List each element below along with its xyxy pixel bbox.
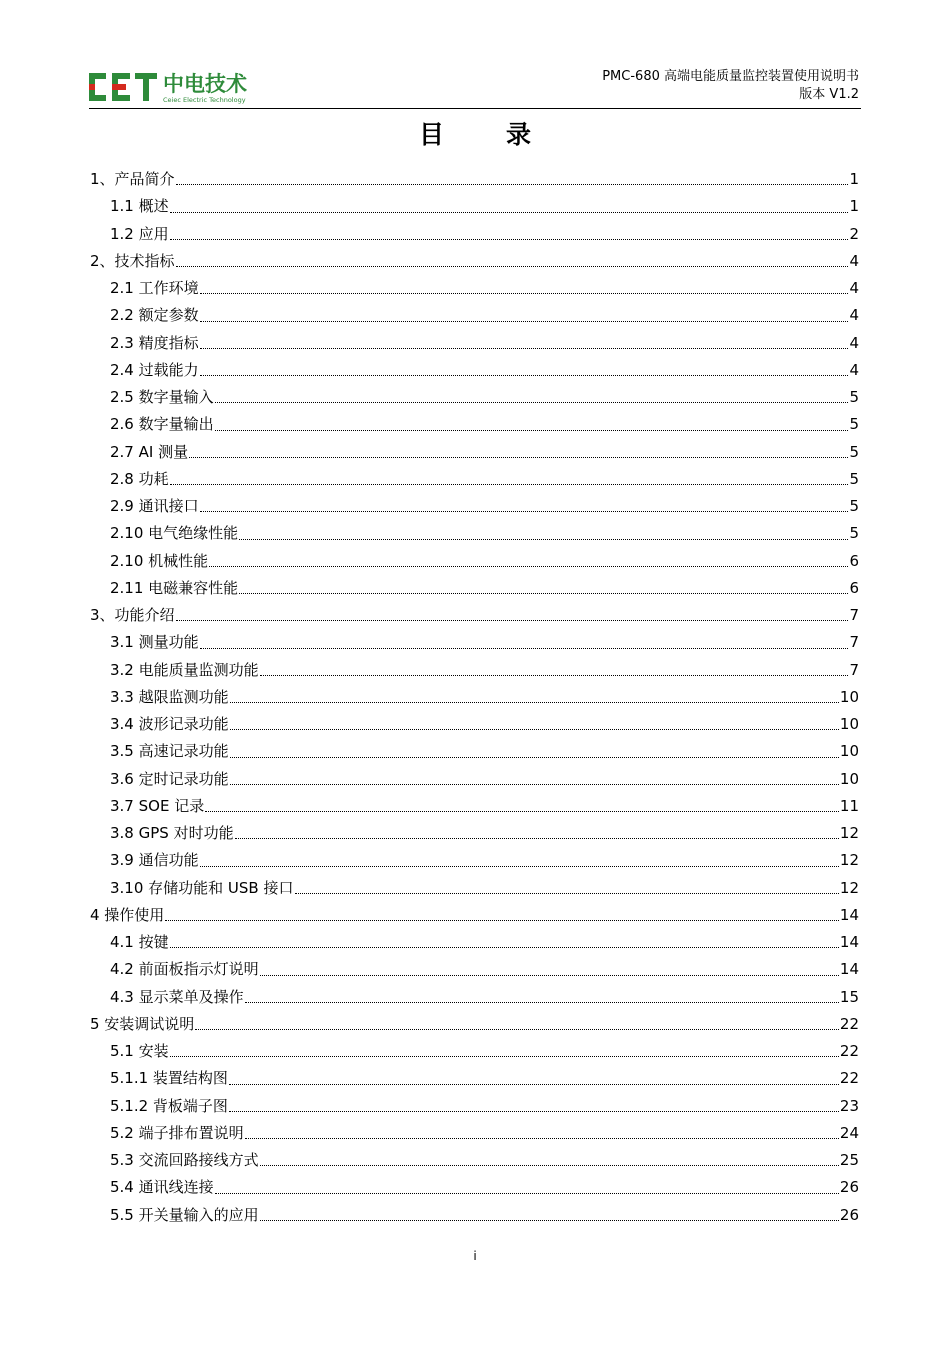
toc-entry-page: 26 (839, 1205, 859, 1224)
page-number: i (473, 1249, 477, 1263)
toc-entry-page: 25 (839, 1151, 859, 1169)
toc-entry-label: 1.1 概述 (110, 197, 169, 216)
toc-entry[interactable] (90, 602, 859, 629)
toc-dot-leader (295, 892, 839, 894)
toc-dot-leader (260, 974, 839, 976)
toc-entry[interactable] (90, 929, 859, 956)
toc-entry-page: 22 (839, 1014, 859, 1033)
toc-entry[interactable] (90, 384, 859, 411)
toc-entry-page: 4 (849, 306, 859, 325)
toc-entry-label: 5 安装调试说明 (90, 1014, 195, 1033)
toc-dot-leader (230, 701, 839, 703)
toc-entry-page: 12 (839, 851, 859, 870)
toc-dot-leader (170, 238, 849, 240)
toc-entry-label: 2.8 功耗 (110, 469, 169, 488)
toc-entry-page: 24 (839, 1123, 859, 1142)
toc-entry-label: 3.1 测量功能 (110, 633, 199, 652)
toc-entry[interactable] (90, 984, 859, 1011)
toc-dot-leader (176, 619, 849, 621)
toc-entry-label: 4.1 按键 (110, 933, 169, 951)
toc-entry-label: 2.3 精度指标 (110, 333, 199, 352)
toc-entry-page: 4 (849, 279, 859, 297)
toc-entry-label: 4.2 前面板指示灯说明 (110, 960, 259, 979)
toc-entry-page: 11 (839, 796, 859, 815)
toc-entry-label: 2.9 通讯接口 (110, 497, 199, 515)
toc-entry-page: 10 (839, 715, 859, 733)
toc-entry-page: 5 (849, 415, 859, 434)
toc-entry[interactable] (90, 248, 859, 275)
toc-entry[interactable] (90, 193, 859, 220)
toc-entry[interactable] (90, 575, 859, 602)
toc-entry-page: 5 (849, 442, 859, 461)
toc-entry-label: 3.7 SOE 记录 (110, 796, 205, 815)
toc-entry[interactable] (90, 1120, 859, 1147)
toc-entry-page: 1 (849, 170, 859, 188)
toc-dot-leader (165, 919, 839, 921)
toc-entry[interactable] (90, 766, 859, 793)
toc-entry-label: 3.5 高速记录功能 (110, 742, 229, 761)
toc-dot-leader (209, 565, 848, 567)
toc-entry-label: 2.10 电气绝缘性能 (110, 524, 239, 543)
toc-dot-leader (200, 320, 849, 322)
toc-entry-page: 22 (839, 1042, 859, 1060)
toc-entry-page: 4 (849, 360, 859, 379)
toc-dot-leader (235, 837, 839, 839)
toc-dot-leader (230, 756, 839, 758)
toc-entry-label: 3.9 通信功能 (110, 851, 199, 870)
toc-dot-leader (200, 347, 849, 349)
toc-dot-leader (200, 374, 849, 376)
toc-dot-leader (195, 1028, 839, 1030)
toc-entry-page: 10 (839, 769, 859, 788)
toc-dot-leader (229, 1110, 839, 1112)
toc-dot-leader (260, 1164, 839, 1166)
toc-entry-label: 4 操作使用 (90, 905, 165, 924)
toc-dot-leader (230, 728, 839, 730)
toc-entry-label: 3.10 存储功能和 USB 接口 (110, 878, 294, 897)
toc-entry[interactable] (90, 411, 859, 438)
table-of-contents (90, 166, 859, 1229)
toc-entry-label: 1、产品简介 (90, 170, 175, 188)
toc-entry-page: 12 (839, 878, 859, 897)
toc-entry-page: 14 (839, 933, 859, 951)
toc-dot-leader (229, 1083, 839, 1085)
toc-entry-label: 5.2 端子排布置说明 (110, 1123, 244, 1142)
toc-dot-leader (205, 810, 839, 812)
toc-entry-page: 10 (839, 687, 859, 706)
toc-entry-label: 4.3 显示菜单及操作 (110, 987, 244, 1006)
toc-dot-leader (215, 429, 849, 431)
toc-entry-label: 3.6 定时记录功能 (110, 769, 229, 788)
toc-dot-leader (189, 456, 848, 458)
toc-dot-leader (170, 1055, 839, 1057)
cet-logo-icon (89, 70, 159, 104)
toc-dot-leader (170, 483, 849, 485)
header-version: 版本 V1.2 (799, 87, 859, 102)
toc-entry-page: 7 (849, 633, 859, 652)
toc-dot-leader (170, 211, 849, 213)
toc-entry[interactable] (90, 629, 859, 656)
toc-dot-leader (245, 1001, 839, 1003)
toc-entry[interactable] (90, 439, 859, 466)
toc-entry[interactable] (90, 520, 859, 547)
toc-entry[interactable] (90, 875, 859, 902)
toc-entry-page: 4 (849, 333, 859, 352)
toc-entry-label: 3.4 波形记录功能 (110, 715, 229, 733)
toc-dot-leader (239, 592, 848, 594)
toc-entry-page: 7 (849, 606, 859, 624)
toc-dot-leader (200, 510, 849, 512)
toc-entry[interactable] (90, 793, 859, 820)
toc-entry[interactable] (90, 1011, 859, 1038)
toc-entry-page: 5 (849, 469, 859, 488)
toc-entry-label: 2.6 数字量输出 (110, 415, 214, 434)
toc-dot-leader (260, 674, 849, 676)
toc-entry-label: 2.2 额定参数 (110, 306, 199, 325)
toc-entry-label: 3.8 GPS 对时功能 (110, 824, 234, 842)
toc-dot-leader (170, 946, 839, 948)
toc-entry[interactable] (90, 820, 859, 847)
toc-entry-label: 2.5 数字量输入 (110, 388, 214, 406)
toc-entry-label: 3.3 越限监测功能 (110, 687, 229, 706)
toc-entry[interactable] (90, 221, 859, 248)
toc-entry-page: 5 (849, 524, 859, 543)
header-doc-title: PMC-680 高端电能质量监控装置使用说明书 (602, 69, 859, 84)
toc-dot-leader (239, 538, 848, 540)
toc-entry-label: 5.1 安装 (110, 1042, 169, 1060)
toc-entry-label: 5.1.2 背板端子图 (110, 1096, 228, 1115)
toc-dot-leader (200, 292, 849, 294)
toc-entry[interactable] (90, 493, 859, 520)
toc-entry[interactable] (90, 1174, 859, 1201)
toc-entry[interactable] (90, 302, 859, 329)
toc-entry[interactable] (90, 166, 859, 193)
toc-entry-label: 3、功能介绍 (90, 606, 175, 624)
toc-entry-page: 15 (839, 987, 859, 1006)
toc-entry-label: 2.7 AI 测量 (110, 442, 189, 461)
toc-dot-leader (215, 401, 849, 403)
toc-entry[interactable] (90, 330, 859, 357)
toc-dot-leader (200, 647, 849, 649)
toc-entry-page: 14 (839, 905, 859, 924)
company-logo (89, 70, 247, 104)
toc-entry[interactable] (90, 847, 859, 874)
toc-dot-leader (176, 265, 849, 267)
toc-dot-leader (200, 865, 839, 867)
page-title: 目录 (418, 120, 593, 149)
toc-entry-page: 7 (849, 660, 859, 679)
toc-entry[interactable] (90, 657, 859, 684)
toc-entry[interactable] (90, 956, 859, 983)
page-header (89, 64, 861, 109)
toc-entry[interactable] (90, 1038, 859, 1065)
toc-entry-page: 4 (849, 251, 859, 270)
toc-dot-leader (245, 1137, 839, 1139)
toc-entry-label: 5.4 通讯线连接 (110, 1178, 214, 1197)
toc-entry-page: 6 (849, 578, 859, 597)
toc-entry-page: 14 (839, 960, 859, 979)
toc-entry-label: 3.2 电能质量监测功能 (110, 660, 259, 679)
header-doc-info (602, 68, 859, 104)
toc-entry-label: 1.2 应用 (110, 224, 169, 243)
toc-entry-page: 5 (849, 388, 859, 406)
toc-entry-page: 23 (839, 1096, 859, 1115)
toc-entry-page: 2 (849, 224, 859, 243)
toc-entry[interactable] (90, 1202, 859, 1229)
toc-dot-leader (230, 783, 839, 785)
toc-dot-leader (260, 1219, 839, 1221)
toc-entry[interactable] (90, 1093, 859, 1120)
toc-entry[interactable] (90, 711, 859, 738)
toc-entry[interactable] (90, 548, 859, 575)
toc-entry-page: 26 (839, 1178, 859, 1197)
toc-entry[interactable] (90, 1065, 859, 1092)
toc-entry-page: 12 (839, 824, 859, 842)
toc-entry-page: 10 (839, 742, 859, 761)
toc-entry[interactable] (90, 357, 859, 384)
toc-entry-label: 2.11 电磁兼容性能 (110, 578, 239, 597)
toc-entry-label: 5.5 开关量输入的应用 (110, 1205, 259, 1224)
toc-entry[interactable] (90, 466, 859, 493)
toc-entry[interactable] (90, 1147, 859, 1174)
toc-entry[interactable] (90, 275, 859, 302)
toc-entry[interactable] (90, 684, 859, 711)
toc-entry-label: 5.1.1 装置结构图 (110, 1069, 228, 1088)
toc-dot-leader (176, 183, 849, 185)
toc-entry-page: 6 (849, 551, 859, 570)
toc-entry-label: 2.1 工作环境 (110, 279, 199, 297)
toc-dot-leader (215, 1192, 839, 1194)
toc-entry-page: 1 (849, 197, 859, 216)
toc-entry[interactable] (90, 902, 859, 929)
toc-entry-page: 22 (839, 1069, 859, 1088)
toc-entry-label: 2.10 机械性能 (110, 551, 209, 570)
toc-entry-page: 5 (849, 497, 859, 515)
toc-entry[interactable] (90, 738, 859, 765)
toc-entry-label: 2.4 过载能力 (110, 360, 199, 379)
logo-english-text: Ceiec Electric Technology (163, 96, 246, 104)
logo-chinese-text: 中电技术 (163, 72, 247, 96)
toc-entry-label: 5.3 交流回路接线方式 (110, 1151, 259, 1169)
toc-entry-label: 2、技术指标 (90, 251, 175, 270)
